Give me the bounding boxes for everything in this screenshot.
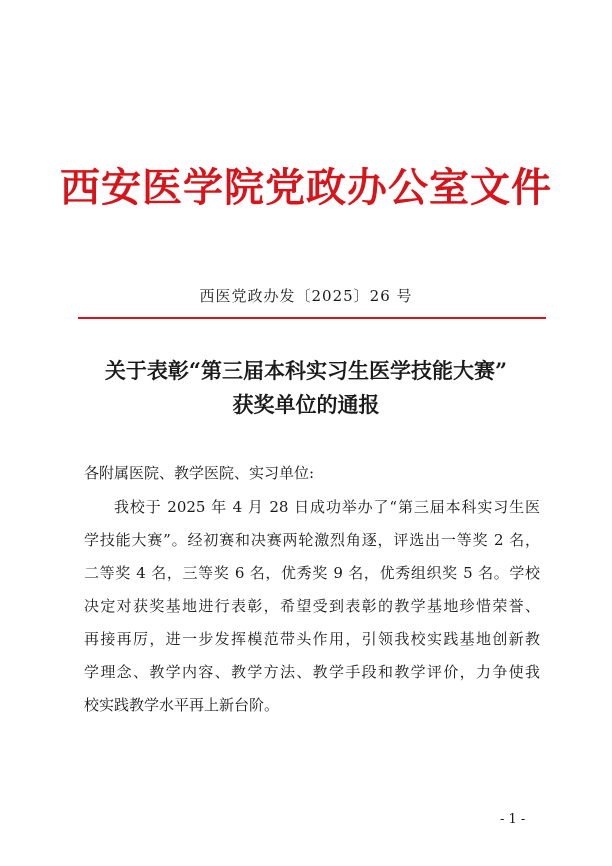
body-line: 我校于 2025 年 4 月 28 日成功举办了“第三届本科实习生医 bbox=[114, 498, 540, 516]
document-number: 西医党政办发〔2025〕26 号 bbox=[199, 287, 413, 305]
body-line: 学理念、教学内容、教学方法、教学手段和教学评价，力争使我 bbox=[84, 663, 540, 681]
notice-title bbox=[0, 354, 612, 422]
body-line: 二等奖 4 名，三等奖 6 名，优秀奖 9 名，优秀组织奖 5 名。学校 bbox=[84, 564, 540, 582]
addressee: 各附属医院、教学医院、实习单位: bbox=[84, 464, 315, 482]
body-line: 学技能大赛”。经初赛和决赛两轮激烈角逐，评选出一等奖 2 名， bbox=[84, 531, 540, 549]
document-header-title: 西安医学院党政办公室文件 bbox=[60, 164, 552, 211]
notice-title-line-2: 获奖单位的通报 bbox=[232, 392, 380, 417]
body-line: 决定对获奖基地进行表彰，希望受到表彰的教学基地珍惜荣誉、 bbox=[84, 597, 540, 615]
notice-title-line-1: 关于表彰“第三届本科实习生医学技能大赛” bbox=[104, 358, 508, 383]
page-number: - 1 - bbox=[500, 812, 526, 827]
red-divider-line bbox=[78, 317, 546, 319]
body-line: 校实践教学水平再上新台阶。 bbox=[84, 696, 280, 714]
body-line: 再接再厉，进一步发挥模范带头作用，引领我校实践基地创新教 bbox=[84, 630, 540, 648]
